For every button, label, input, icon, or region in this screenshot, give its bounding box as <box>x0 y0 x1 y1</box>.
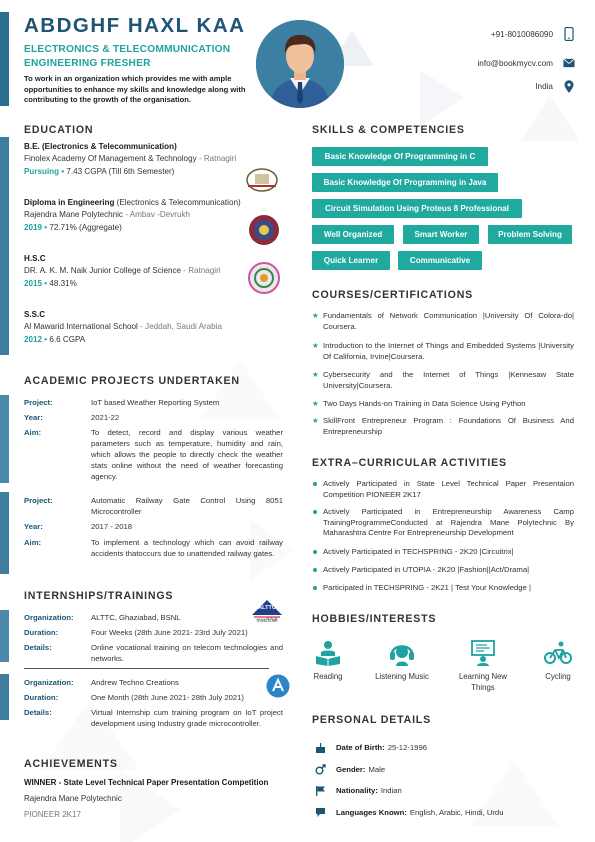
cake-icon <box>314 741 326 753</box>
flag-icon <box>314 784 326 796</box>
education-year: 2015 <box>24 278 43 288</box>
contact-email[interactable] <box>477 57 575 69</box>
education-accent-bar <box>0 137 9 355</box>
bicycle-icon <box>544 640 572 666</box>
languages-row <box>314 806 503 818</box>
activity-item <box>312 479 574 500</box>
school-name: Finolex Academy Of Management & Technology <box>24 154 197 164</box>
year-label: Year: <box>24 522 43 531</box>
internship-details: Virtual Internship cum training program on IoT project development using Industry grade microcontroller. <box>91 708 283 728</box>
internship-duration-row <box>24 692 284 704</box>
project-year-row <box>24 521 284 533</box>
activity-item <box>312 565 574 576</box>
hobby-music <box>372 640 432 683</box>
polytechnic-logo <box>248 214 280 246</box>
job-title <box>24 43 230 70</box>
profile-avatar <box>256 20 344 108</box>
extracurricular-heading: EXTRA–CURRICULAR ACTIVITIES <box>312 457 507 469</box>
contact-phone[interactable] <box>491 28 575 40</box>
star-icon: ★ <box>312 341 319 350</box>
skill-chip: Circuit Simulation Using Proteus 8 Professional <box>312 199 522 218</box>
speech-bubble-icon <box>314 806 326 818</box>
nationality-value: Indian <box>380 785 402 795</box>
school-place: - Ratnagiri <box>181 266 221 276</box>
header-accent-bar <box>0 12 9 106</box>
degree-detail: (Electronics & Telecommunication) <box>114 198 241 207</box>
alttc-logo <box>250 599 284 625</box>
internship-details-row <box>24 642 284 666</box>
course-text: Two Days Hands-on Training in Data Science Using Python <box>323 399 526 408</box>
course-item <box>312 370 574 391</box>
project-name-row <box>24 397 284 409</box>
finolex-logo <box>244 166 280 194</box>
dob-row <box>314 741 427 753</box>
course-item <box>312 399 574 410</box>
phone-number: +91-8010086090 <box>490 29 553 39</box>
skill-chip: Basic Knowledge Of Programming in Java <box>312 173 498 192</box>
activity-item <box>312 547 574 558</box>
male-symbol-icon <box>314 763 326 775</box>
hobby-label: Listening Music <box>375 672 429 681</box>
project-name: Automatic Railway Gate Control Using 8051 Microcontroller <box>91 496 283 516</box>
degree: H.S.C <box>24 254 46 263</box>
languages-label: Languages Known: <box>336 807 407 817</box>
course-text: SkillFront Entrepreneur Program : Foundations Of Business And Entrepreneurship <box>323 416 574 436</box>
details-label: Details: <box>24 708 52 717</box>
decor-triangle <box>200 360 280 420</box>
education-item: B.E. (Electronics & Telecommunication) Finolex Academy Of Management & Technology - Ratnagiri Pursuing • 7.43 CGPA (Till 6th Semester) <box>24 142 237 176</box>
education-item: Diploma in Engineering (Electronics & Telecommunication) Rajendra Mane Polytechnic - Ambav -Devrukh 2019 • 72.71% (Aggregate) <box>24 198 241 232</box>
skill-chip: Problem Solving <box>488 225 572 244</box>
email-address: info@bookmycv.com <box>477 58 553 68</box>
reading-icon <box>314 640 342 666</box>
duration-label: Duration: <box>24 628 59 637</box>
internship-details: Online vocational training on telecom technologies and networks. <box>91 643 283 663</box>
internship-duration-row <box>24 627 284 639</box>
location-text: India <box>535 81 553 91</box>
internship1-accent-bar <box>0 610 9 662</box>
organization-label: Organization: <box>24 678 74 687</box>
skill-chip: Smart Worker <box>403 225 479 244</box>
bullet-icon <box>313 550 317 554</box>
internships-heading: INTERNSHIPS/TRAININGS <box>24 590 174 602</box>
school-name: Rajendra Mane Polytechnic <box>24 210 123 220</box>
achievement-event: PIONEER 2K17 <box>24 810 81 819</box>
nationality-row <box>314 784 402 796</box>
internship-org-row <box>24 677 284 689</box>
education-year: 2019 <box>24 222 43 232</box>
project-label: Project: <box>24 496 53 505</box>
course-item <box>312 341 574 362</box>
activity-text: Actively Participated in TECHSPRING - 2K20 |Circuitrix| <box>323 547 514 556</box>
education-item: S.S.C Al Mawarid International School - Jeddah, Saudi Arabia 2012 • 6.6 CGPA <box>24 310 222 344</box>
organization-name: ALTTC, Ghaziabad, BSNL <box>91 613 181 622</box>
hobby-label: Learning New Things <box>458 672 508 692</box>
activity-item <box>312 583 574 594</box>
project-label: Project: <box>24 398 53 407</box>
hobby-label: Reading <box>313 672 343 681</box>
project-year: 2021-22 <box>91 413 120 422</box>
project1-accent-bar <box>0 395 9 483</box>
learning-icon <box>469 640 497 666</box>
project2-accent-bar <box>0 492 9 574</box>
alttc-logo-text: ALTTC <box>258 605 276 611</box>
achievements-heading: ACHIEVEMENTS <box>24 758 118 770</box>
aim-label: Aim: <box>24 538 42 547</box>
course-text: Introduction to the Internet of Things and Embedded Systems |University Of California, Irvine|Coursera. <box>323 341 574 361</box>
project-name-row <box>24 495 284 519</box>
job-title-line2: ENGINEERING FRESHER <box>24 57 151 69</box>
project-year: 2017 - 2018 <box>91 522 133 531</box>
star-icon: ★ <box>312 399 319 408</box>
bullet-icon <box>313 510 317 514</box>
activity-text: Actively Participated in UTOPIA - 2K20 |Fashion||Act/Drama| <box>323 565 530 574</box>
internship-org-row <box>24 612 284 624</box>
career-objective: To work in an organization which provides me with ample opportunities to enhance my skills and knowledge along with contributing to the growth of the organisation. <box>24 74 246 105</box>
hobby-reading <box>298 640 358 683</box>
education-year: 2012 <box>24 334 43 344</box>
contact-location <box>535 80 575 92</box>
alttc-logo-subtext: एएलटीटीसी <box>256 618 278 624</box>
year-label: Year: <box>24 413 43 422</box>
school-place: - Jeddah, Saudi Arabia <box>137 322 222 332</box>
mail-icon <box>563 57 575 69</box>
project-year-row <box>24 412 284 424</box>
skill-chip: Communicative <box>398 251 482 270</box>
decor-triangle <box>520 95 580 141</box>
junior-college-logo <box>248 262 280 294</box>
activity-text: Participated in TECHSPRING - 2K21 | Test Your Knowledge | <box>323 583 531 592</box>
hobby-learning <box>448 640 518 693</box>
aim-label: Aim: <box>24 428 42 437</box>
skill-chip: Quick Learner <box>312 251 390 270</box>
course-item <box>312 311 574 332</box>
project-aim-row <box>24 427 284 487</box>
decor-triangle <box>420 70 464 126</box>
internship-duration: Four Weeks (28th June 2021- 23rd July 2021) <box>91 628 248 637</box>
activity-text: Actively Participated in State Level Technical Paper Presentaion Competition PIONEER 2K17 <box>323 479 574 499</box>
bullet-icon <box>313 482 317 486</box>
school-name: DR. A. K. M. Naik Junior College of Science <box>24 266 181 276</box>
job-title-line1: ELECTRONICS & TELECOMMUNICATION <box>24 44 231 55</box>
andrew-techno-logo <box>266 674 290 698</box>
school-name: Al Mawarid International School <box>24 322 138 332</box>
hobby-label: Cycling <box>545 672 571 681</box>
hobbies-heading: HOBBIES/INTERESTS <box>312 613 437 625</box>
headphones-icon <box>388 640 416 666</box>
project-aim-row <box>24 537 284 573</box>
hobby-cycling <box>528 640 588 683</box>
organization-label: Organization: <box>24 613 74 622</box>
school-place: - Ambav -Devrukh <box>122 210 191 220</box>
achievement-title: WINNER - State Level Technical Paper Presentation Competition <box>24 778 269 787</box>
education-score: 7.43 CGPA (Till 6th Semester) <box>66 166 175 176</box>
education-score: 72.71% (Aggregate) <box>49 222 122 232</box>
phone-icon <box>563 28 575 40</box>
bullet-icon <box>313 568 317 572</box>
gender-row <box>314 763 385 775</box>
achievement-org: Rajendra Mane Polytechnic <box>24 794 122 803</box>
course-item <box>312 416 574 437</box>
star-icon: ★ <box>312 416 319 425</box>
project-aim: To detect, record and display various weather parameters such as temperature, humidity and rain, which allows the people to directly check the weather stats online without the need of weather forecasting agency. <box>91 428 283 481</box>
projects-heading: ACADEMIC PROJECTS UNDERTAKEN <box>24 375 240 387</box>
nationality-label: Nationality: <box>336 785 378 795</box>
dob-label: Date of Birth: <box>336 742 385 752</box>
project-name: IoT based Weather Reporting System <box>91 398 220 407</box>
education-score: 48.31% <box>49 278 77 288</box>
skills-heading: SKILLS & COMPETENCIES <box>312 124 465 136</box>
languages-value: English, Arabic, Hindi, Urdu <box>409 807 504 817</box>
gender-label: Gender: <box>336 764 366 774</box>
degree: B.E. (Electronics & Telecommunication) <box>24 142 177 151</box>
course-text: Cybersecurity and the Internet of Things |Kennesaw State University|Coursera. <box>323 370 574 390</box>
skill-chip: Well Organized <box>312 225 394 244</box>
activity-item <box>312 507 574 539</box>
bullet-icon <box>313 586 317 590</box>
education-heading: EDUCATION <box>24 124 94 136</box>
location-pin-icon <box>563 80 575 92</box>
course-text: Fundamentals of Network Communication |University Of Colora-do| Coursera. <box>323 311 574 331</box>
skill-chip: Basic Knowledge Of Programming in C <box>312 147 488 166</box>
candidate-name: ABDGHF HAXL KAA <box>24 14 246 37</box>
star-icon: ★ <box>312 311 319 320</box>
courses-heading: COURSES/CERTIFICATIONS <box>312 289 474 301</box>
internship-details-row <box>24 707 284 743</box>
project-aim: To implement a technology which can avoid railway accidents thatoccurs due to unattended railway gates. <box>91 538 283 558</box>
gender-value: Male <box>368 764 386 774</box>
degree: S.S.C <box>24 310 46 319</box>
internship2-accent-bar <box>0 674 9 720</box>
education-score: 6.6 CGPA <box>49 334 86 344</box>
school-place: - Ratnagiri <box>196 154 237 164</box>
education-year: Pursuing <box>24 166 60 176</box>
star-icon: ★ <box>312 370 319 379</box>
details-label: Details: <box>24 643 52 652</box>
internship-duration: One Month (28th June 2021- 28th July 2021) <box>91 693 244 702</box>
dob-value: 25-12-1996 <box>387 742 428 752</box>
organization-name: Andrew Techno Creations <box>91 678 179 687</box>
degree: Diploma in Engineering <box>24 198 115 207</box>
education-item: H.S.C DR. A. K. M. Naik Junior College of Science - Ratnagiri 2015 • 48.31% <box>24 254 221 288</box>
personal-heading: PERSONAL DETAILS <box>312 714 431 726</box>
activity-text: Actively Participated in Entrepreneurship Awareness Camp TrainingProgrammeConducted at Rajendra Mane Polytechnic By Maharashtra Centre For Entrepreneurship Development <box>323 507 574 538</box>
divider <box>24 668 269 669</box>
duration-label: Duration: <box>24 693 59 702</box>
